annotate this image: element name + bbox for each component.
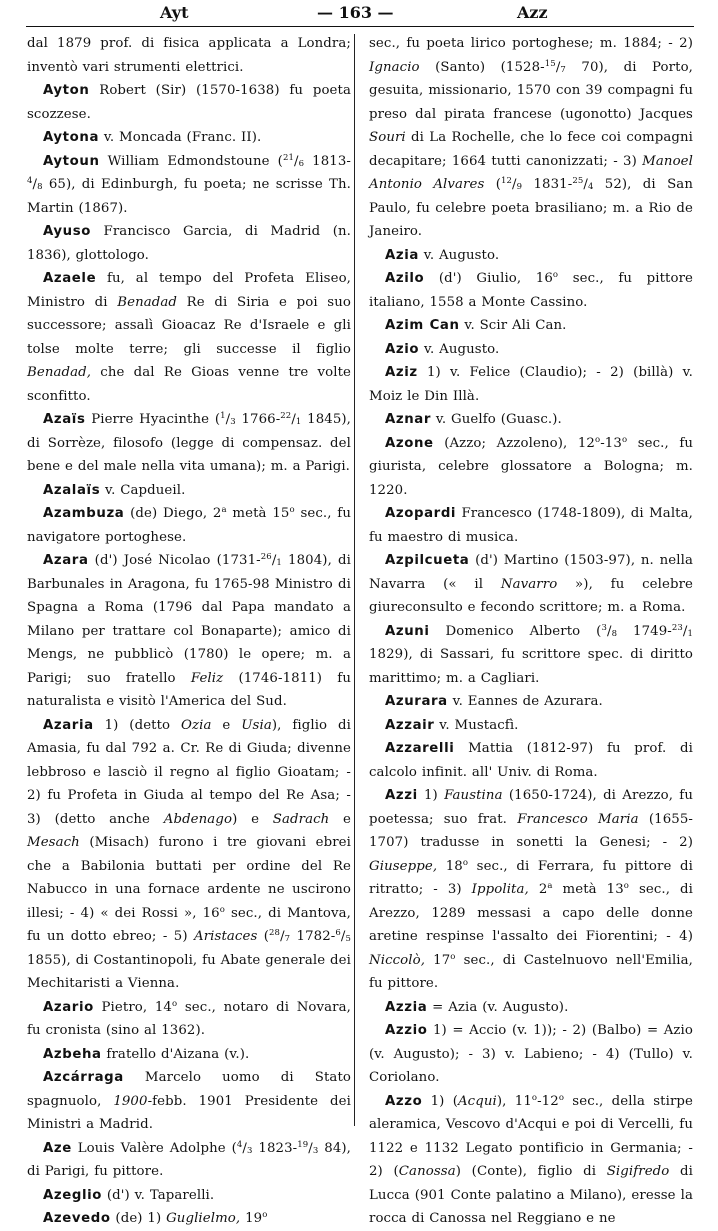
- entry-azevedo-continued: sec., fu poeta lirico portoghese; m. 1884; - 2) Ignacio (Santo) ($1528-^{15}/_7$ 70), di Porto, gesuita, missionario, 1570 con 39 compagni fu preso dal pirata francese (ugonotto) Jacques Souri di La Rochelle, che lo fece coi compagni decapitare; 1664 tutti canonizzati; - 3) Manoel Antonio Alvares ($^{12}/_9$ $1831-^{25}/_4$ 52), di San Paulo, fu celebre poeta brasiliano; m. a Rio de Janeiro.: [369, 36, 693, 239]
- entry-azais: Azaïs Pierre Hyacinthe ($^1/_3$ $1766-^{22}/_1$ 1845), di Sorrèze, filosofo (legge di compensaz. del bene e del male nella vita umana); m. a Parigi.: [27, 411, 351, 474]
- entry-ayuso: Ayuso Francisco Garcia, di Madrid (n. 1836), glottologo.: [27, 224, 351, 263]
- entry-azzio: Azzio 1) = Accio (v. 1)); - 2) (Balbo) = Azio (v. Augusto); - 3) v. Labieno; - 4) (Tullo) v. Coriolano.: [369, 1023, 693, 1085]
- entry-azio: Azio v. Augusto.: [385, 341, 500, 357]
- entry-azaele: Azaele fu, al tempo del Profeta Eliseo, Ministro di Benadad Re di Siria e poi suo successore; assalì Gioacaz Re d'Israele e gli tolse molte terre; gli successe il figlio Benadad, che dal Re Gioas venne tre volte sconfitto.: [27, 271, 351, 404]
- entry-azzair: Azzair v. Mustacfì.: [385, 717, 519, 733]
- entry-azbeha: Azbeha fratello d'Aizana (v.).: [43, 1046, 250, 1062]
- entry-azcarraga: Azcárraga Marcelo uomo di Stato spagnuolo, 1900-febb. 1901 Presidente dei Ministri a Madrid.: [27, 1070, 351, 1132]
- header-right-guide-word: Azz: [517, 3, 548, 22]
- entry-azzi: Azzi 1) Faustina (1650-1724), di Arezzo, fu poetessa; suo frat. Francesco Maria (1655-1707) tradusse in sonetti la Genesi; - 2) Giuseppe, 18$^o$ sec., di Ferrara, fu pittore di ritratto; - 3) Ippolita, 2$^a$ metà 13$^o$ sec., di Arezzo, 1289 messasi a capo delle donne aretine respinse l'assalto dei Fiorentini; - 4) Niccolò, 17$^o$ sec., di Castelnuovo nell'Emilia, fu pittore.: [369, 788, 694, 991]
- entry-aze: Aze Louis Valère Adolphe ($^4/_3$ $1823-^{19}/_3$ 84), di Parigi, fu pittore.: [27, 1139, 352, 1179]
- entry-azzia: Azzia = Azia (v. Augusto).: [385, 999, 569, 1015]
- entry-azeglio: Azeglio (d') v. Taparelli.: [43, 1187, 215, 1203]
- right-column: [369, 32, 693, 1231]
- entry-azia: Azia v. Augusto.: [385, 247, 500, 263]
- entry-azevedo: Azevedo (de) 1) Guglielmo, 19$^o$: [43, 1210, 268, 1226]
- entry-aytona: Aytona v. Moncada (Franc. II).: [43, 130, 262, 145]
- header-left-guide-word: Ayt: [160, 3, 189, 22]
- page-header: [0, 0, 718, 26]
- entry-azilo: Azilo (d') Giulio, 16$^o$ sec., fu pittore italiano, 1558 a Monte Cassino.: [369, 270, 693, 310]
- entry-aytoun: Aytoun William Edmondstoune ($^{21}/_6$ $1813-^4/_8$ 65), di Edinburgh, fu poeta; ne scrisse Th. Martin (1867).: [27, 152, 351, 216]
- entry-azurara: Azurara v. Eannes de Azurara.: [385, 694, 603, 709]
- left-column: [27, 32, 351, 1231]
- column-divider: [354, 34, 355, 1126]
- entry-azzo: Azzo 1) (Acqui), 11$^o$-12$^o$ sec., della stirpe aleramica, Vescovo d'Acqui e poi di Vercelli, fu 1122 e 1132 Legato pontificio in Germania; - 2) (Canossa) (Conte), figlio di Sigifredo di Lucca (901 Conte palatino a Milano), eresse la rocca di Canossa nel Reggiano e ne: [369, 1092, 693, 1226]
- entry-azone: Azone (Azzo; Azzoleno), 12$^o$-13$^o$ sec., fu giurista, celebre glossatore a Bologna; m. 1220.: [369, 434, 694, 498]
- header-rule: [26, 26, 694, 27]
- entry-ayton: Ayton Robert (Sir) (1570-1638) fu poeta scozzese.: [27, 83, 351, 122]
- page-number: — 163 —: [317, 3, 394, 22]
- entry-azaria: Azaria 1) (detto Ozia e Usia), figlio di Amasia, fu dal 792 a. Cr. Re di Giuda; divenne lebbroso e lasciò il regno al figlio Gioatam; - 2) fu Profeta in Giuda al tempo del Re Asa; - 3) (detto anche Abdenago) e Sadrach e Mesach (Misach) furono i tre giovani ebrei che a Babilonia buttati per ordine del Re Nabucco in una fornace ardente ne uscirono illesi; - 4) « dei Rossi », 16$^o$ sec., di Mantova, fu un dotto ebreo; - 5) Aristaces ($^{28}/_7$ $1782-^6/_5$ 1855), di Costantinopoli, fu Abate generale dei Mechitaristi a Vienna.: [27, 717, 352, 991]
- entry-azuni: Azuni Domenico Alberto ($^3/_8$ $1749-^{23}/_1$ 1829), di Sassari, fu scrittore spec. di diritto marittimo; m. a Cagliari.: [369, 622, 693, 686]
- entry-azzarelli: Azzarelli Mattia (1812-97) fu prof. di calcolo infinit. all' Univ. di Roma.: [369, 741, 693, 780]
- entry-azopardi: Azopardi Francesco (1748-1809), di Malta, fu maestro di musica.: [369, 506, 693, 545]
- entry-azara: Azara (d') José Nicolao ($1731-^{26}/_1$ 1804), di Barbunales in Aragona, fu 1765-98 Ministro di Spagna a Roma (1796 dal Papa mandato a Milano per trattare col Bonaparte); amico di Mengs, ne pubblicò (1780) le opere; m. a Parigi; suo fratello Feliz (1746-1811) fu naturalista e visitò l'America del Sud.: [27, 552, 351, 709]
- entry-azambuza: Azambuza (de) Diego, 2$^a$ metà 15$^o$ sec., fu navigatore portoghese.: [27, 505, 351, 545]
- entry-azpilcueta: Azpilcueta (d') Martino (1503-97), n. nella Navarra (« il Navarro »), fu celebre giureconsulto e fecondo scrittore; m. a Roma.: [369, 553, 693, 615]
- entry-aznar: Aznar v. Guelfo (Guasc.).: [385, 412, 562, 427]
- entry-azario: Azario Pietro, 14$^o$ sec., notaro di Novara, fu cronista (sino al 1362).: [27, 998, 351, 1038]
- entry-continuation: dal 1879 prof. di fisica applicata a Londra; inventò vari strumenti elettrici.: [27, 36, 351, 75]
- entry-azalais: Azalaïs v. Capdueil.: [43, 482, 186, 498]
- entry-aziz: Aziz 1) v. Felice (Claudio); - 2) (billà) v. Moiz le Din Illà.: [369, 365, 693, 404]
- entry-azim-can: Azim Can v. Scir Ali Can.: [385, 318, 567, 333]
